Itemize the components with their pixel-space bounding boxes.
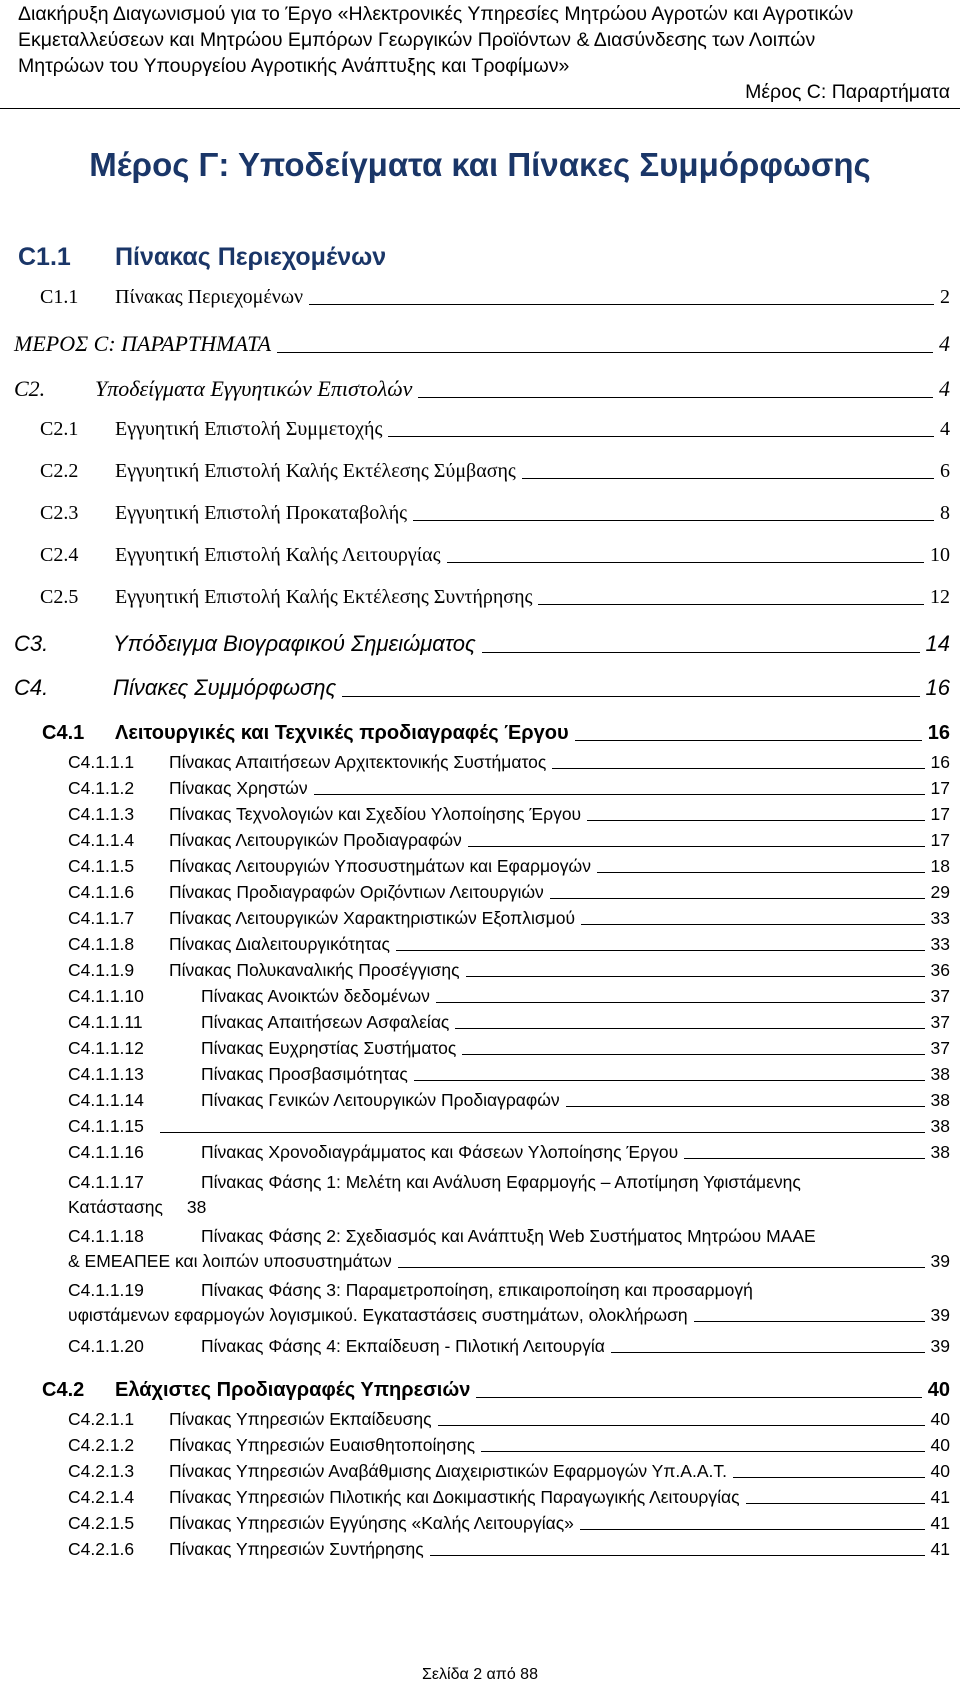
toc-entry-number: C4.1.1.10 <box>68 986 144 1006</box>
toc-entry-text: Πίνακας Προδιαγραφών Οριζόντιων Λειτουργιών <box>169 882 544 902</box>
toc-entry[interactable] <box>0 286 960 309</box>
toc-entry[interactable] <box>0 1012 960 1033</box>
toc-entry[interactable] <box>0 934 960 955</box>
toc-entry-number: C2.4 <box>40 544 79 566</box>
toc-entry-number: C4.1.1.7 <box>68 908 135 928</box>
toc-entry[interactable] <box>0 1379 960 1402</box>
toc-entry[interactable] <box>0 331 960 357</box>
toc-entry-number: C2.5 <box>40 586 79 608</box>
toc-entry[interactable] <box>0 1539 960 1560</box>
toc-leader <box>476 1397 921 1398</box>
toc-entry[interactable] <box>0 1142 960 1163</box>
toc-entry-text: Πίνακας Περιεχομένων <box>115 286 304 308</box>
toc-leader <box>733 1477 925 1478</box>
toc-entry[interactable] <box>0 631 960 657</box>
toc-entry[interactable] <box>0 1116 960 1137</box>
toc-entry[interactable] <box>0 1090 960 1111</box>
toc-leader <box>430 1555 925 1556</box>
toc-entry-page: 10 <box>930 544 950 566</box>
toc-leader <box>550 898 925 899</box>
toc-entry-number: C4.1.1.14 <box>68 1090 144 1110</box>
toc-entry-text: Εγγυητική Επιστολή Καλής Λειτουργίας <box>115 544 441 566</box>
page-footer: Σελίδα 2 από 88 <box>422 1666 538 1683</box>
toc-entry-text: Πίνακας Λειτουργιών Υποσυστημάτων και Εφαρμογών <box>169 856 591 876</box>
toc-entry-number: C4.1.1.3 <box>68 804 135 824</box>
toc-entry[interactable] <box>0 1513 960 1534</box>
toc-entry-number: C4.1.1.13 <box>68 1064 144 1084</box>
toc-leader <box>277 352 933 353</box>
toc-entry-page: 18 <box>930 856 950 876</box>
header-divider <box>0 108 960 109</box>
toc-entry-number: C4.1.1.17 <box>68 1172 144 1192</box>
toc-entry-text: Πίνακας Φάσης 2: Σχεδιασμός και Ανάπτυξη Web Συστήματος Μητρώου ΜΑΑΕ <box>201 1226 816 1246</box>
toc-entry-number: C4.1.1.5 <box>68 856 135 876</box>
toc-entry-text: Πίνακας Φάσης 1: Μελέτη και Ανάλυση Εφαρμογής – Αποτίμηση Υφιστάμενης <box>201 1172 801 1192</box>
toc-entry-number: C4.1.1.8 <box>68 934 135 954</box>
toc-entry-page: 17 <box>930 804 950 824</box>
toc-entry-number: C3. <box>14 631 49 656</box>
toc-entry-text: Πίνακας Φάσης 4: Εκπαίδευση - Πιλοτική Λειτουργία <box>201 1336 605 1356</box>
toc-entry-number: C4.2.1.5 <box>68 1513 135 1533</box>
toc-leader <box>580 1529 925 1530</box>
toc-entry-page: 40 <box>930 1461 950 1481</box>
toc-leader <box>746 1503 925 1504</box>
toc-entry-text: Πίνακας Λειτουργικών Προδιαγραφών <box>169 830 462 850</box>
toc-leader <box>468 846 925 847</box>
toc-entry-text: Εγγυητική Επιστολή Συμμετοχής <box>115 418 383 440</box>
toc-entry-page: 16 <box>927 722 950 744</box>
toc-entry-text: Εγγυητική Επιστολή Προκαταβολής <box>115 502 408 524</box>
toc-entry[interactable] <box>0 675 960 701</box>
toc-entry-page: 2 <box>940 286 950 308</box>
toc-leader <box>388 436 934 437</box>
toc-entry-page: 6 <box>940 460 950 482</box>
toc-entry-number: C2.3 <box>40 502 79 524</box>
toc-entry-text: Εγγυητική Επιστολή Καλής Εκτέλεσης Σύμβασης <box>115 460 516 482</box>
toc-entry-page: 12 <box>930 586 950 608</box>
toc-leader <box>482 652 920 653</box>
toc-entry-page: 29 <box>930 882 950 902</box>
toc-leader <box>684 1158 924 1159</box>
toc-entry-number: C4.1 <box>42 722 85 744</box>
toc-entry-number: C4.1.1.15 <box>68 1116 144 1136</box>
toc-entry-text-continued: & ΕΜΕΑΠΕΕ και λοιπών υποσυστημάτων <box>68 1251 392 1271</box>
toc-entry-page: 17 <box>930 830 950 850</box>
toc-leader <box>694 1321 925 1322</box>
toc-leader <box>552 768 924 769</box>
toc-entry-number: C4.1.1.12 <box>68 1038 144 1058</box>
toc-entry-page: 41 <box>930 1487 950 1507</box>
toc-entry-number: C4.1.1.9 <box>68 960 135 980</box>
toc-entry-text: Εγγυητική Επιστολή Καλής Εκτέλεσης Συντήρησης <box>115 586 533 608</box>
toc-entry-number: C4.1.1.1 <box>68 752 135 772</box>
toc-entry[interactable] <box>0 1064 960 1085</box>
toc-entry-page: 36 <box>930 960 950 980</box>
toc-entry-page: 38 <box>930 1064 950 1084</box>
toc-entry-page: 41 <box>930 1513 950 1533</box>
toc-leader <box>575 740 922 741</box>
toc-entry[interactable] <box>68 1280 950 1326</box>
toc-entry[interactable] <box>0 752 960 773</box>
toc-entry-page: 38 <box>930 1116 950 1136</box>
toc-entry-page: 4 <box>939 331 950 356</box>
toc-leader <box>481 1451 924 1452</box>
toc-entry-text: Πίνακας Απαιτήσεων Αρχιτεκτονικής Συστήματος <box>169 752 547 772</box>
toc-leader <box>447 562 925 563</box>
toc-entry[interactable] <box>0 830 960 851</box>
toc-leader <box>414 1080 925 1081</box>
toc-leader <box>438 1425 925 1426</box>
toc-entry[interactable] <box>0 856 960 877</box>
toc-leader <box>160 1132 925 1133</box>
toc-entry-page: 8 <box>940 502 950 524</box>
toc-leader <box>611 1352 925 1353</box>
header-line-2: Εκμεταλλεύσεων και Μητρώου Εμπόρων Γεωργικών Προϊόντων & Διασύνδεσης των Λοιπών <box>18 29 816 51</box>
toc-entry-page: 17 <box>930 778 950 798</box>
toc-entry-text: Πίνακας Υπηρεσιών Εγγύησης «Καλής Λειτουργίας» <box>169 1513 574 1533</box>
toc-leader <box>566 1106 925 1107</box>
toc-leader <box>342 696 919 697</box>
toc-entry-text: Πίνακας Χρηστών <box>169 778 308 798</box>
toc-entry-page: 37 <box>930 1012 950 1032</box>
toc-entry-page: 40 <box>930 1435 950 1455</box>
toc-entry-page: 40 <box>930 1409 950 1429</box>
toc-entry-number: C4.2.1.4 <box>68 1487 135 1507</box>
toc-entry[interactable] <box>0 804 960 825</box>
toc-entry-page: 14 <box>925 631 950 656</box>
toc-entry[interactable] <box>68 1172 950 1218</box>
toc-entry[interactable] <box>0 908 960 929</box>
toc-entry-number: C2. <box>14 376 46 401</box>
toc-entry-text: Πίνακας Φάσης 3: Παραμετροποίηση, επικαιροποίηση και προσαρμογή <box>201 1280 753 1300</box>
toc-entry-text: Πίνακας Λειτουργικών Χαρακτηριστικών Εξοπλισμού <box>169 908 576 928</box>
toc-entry-page: 33 <box>930 934 950 954</box>
toc-leader <box>538 604 924 605</box>
toc-entry-text: Πίνακας Υπηρεσιών Πιλοτικής και Δοκιμαστικής Παραγωγικής Λειτουργίας <box>169 1487 740 1507</box>
toc-entry-number: C4.1.1.11 <box>68 1012 143 1032</box>
toc-entry-text: Πίνακας Ανοικτών δεδομένων <box>201 986 430 1006</box>
toc-entry-page: 37 <box>930 986 950 1006</box>
toc-entry[interactable] <box>68 1226 950 1272</box>
toc-entry-page: 4 <box>939 376 950 401</box>
toc-leader <box>309 304 934 305</box>
toc-entry-text: ΜΕΡΟΣ C: ΠΑΡΑΡΤΗΜΑΤΑ <box>14 331 272 356</box>
toc-entry-number: C4.1.1.18 <box>68 1226 144 1246</box>
toc-entry-page: 38 <box>186 1197 207 1217</box>
toc-entry[interactable] <box>0 778 960 799</box>
toc-entry-text: Λειτουργικές και Τεχνικές προδιαγραφές Έργου <box>115 722 569 744</box>
section-label: Πίνακας Περιεχομένων <box>115 243 387 271</box>
toc-entry-text: Υπόδειγμα Βιογραφικού Σημειώματος <box>113 631 476 656</box>
toc-entry-number: C4.1.1.6 <box>68 882 135 902</box>
toc-entry-text: Πίνακας Υπηρεσιών Αναβάθμισης Διαχειριστικών Εφαρμογών Υπ.Α.Α.Τ. <box>169 1461 727 1481</box>
toc-leader <box>436 1002 925 1003</box>
toc-entry-number: C2.2 <box>40 460 79 482</box>
toc-entry-text: Πίνακες Συμμόρφωσης <box>113 675 337 700</box>
toc-entry-text: Πίνακας Προσβασιμότητας <box>201 1064 408 1084</box>
toc-entry[interactable] <box>0 1336 960 1357</box>
toc-leader <box>597 872 925 873</box>
toc-leader <box>587 820 924 821</box>
toc-entry-page: 40 <box>927 1379 950 1401</box>
toc-entry-page: 16 <box>930 752 950 772</box>
toc-entry-text: Πίνακας Τεχνολογιών και Σχεδίου Υλοποίησης Έργου <box>169 804 582 824</box>
toc-entry-text: Πίνακας Πολυκαναλικής Προσέγγισης <box>169 960 460 980</box>
toc-entry-text: Πίνακας Υπηρεσιών Ευαισθητοποίησης <box>169 1435 476 1455</box>
toc-leader <box>314 794 925 795</box>
toc-entry[interactable] <box>0 376 960 402</box>
toc-entry[interactable] <box>0 460 960 483</box>
toc-entry-number: C4.2.1.3 <box>68 1461 135 1481</box>
toc-entry-number: C1.1 <box>40 286 79 308</box>
toc-entry-text: Πίνακας Γενικών Λειτουργικών Προδιαγραφών <box>201 1090 560 1110</box>
toc-entry-number: C4.1.1.20 <box>68 1336 144 1356</box>
toc-entry-page: 41 <box>930 1539 950 1559</box>
section-number: C1.1 <box>18 243 71 271</box>
toc-leader <box>522 478 934 479</box>
toc-entry-number: C4. <box>14 675 49 700</box>
toc-entry-page: 38 <box>930 1090 950 1110</box>
section-heading <box>18 243 386 272</box>
toc-entry-number: C4.2.1.6 <box>68 1539 135 1559</box>
toc-leader <box>398 1267 925 1268</box>
toc-entry[interactable] <box>0 1435 960 1456</box>
toc-leader <box>466 976 925 977</box>
toc-entry[interactable] <box>0 1038 960 1059</box>
toc-leader <box>418 397 933 398</box>
toc-entry-text: Πίνακας Ευχρηστίας Συστήματος <box>201 1038 457 1058</box>
toc-entry-page: 16 <box>925 675 950 700</box>
toc-entry[interactable] <box>0 960 960 981</box>
toc-entry-text: Πίνακας Απαιτήσεων Ασφαλείας <box>201 1012 450 1032</box>
toc-entry-text: Πίνακας Υπηρεσιών Εκπαίδευσης <box>169 1409 432 1429</box>
toc-entry-number: C4.1.1.2 <box>68 778 135 798</box>
toc-entry[interactable] <box>0 722 960 745</box>
toc-entry-number: C4.1.1.19 <box>68 1280 144 1300</box>
toc-entry-number: C4.1.1.16 <box>68 1142 144 1162</box>
toc-entry[interactable] <box>0 1461 960 1482</box>
toc-entry-text: Πίνακας Διαλειτουργικότητας <box>169 934 390 954</box>
toc-entry-text-continued: υφιστάμενων εφαρμογών λογισμικού. Εγκαταστάσεις συστημάτων, ολοκλήρωση <box>68 1305 688 1325</box>
toc-entry-number: C2.1 <box>40 418 79 440</box>
toc-entry-page: 38 <box>930 1142 950 1162</box>
header-line-3: Μητρώων του Υπουργείου Αγροτικής Ανάπτυξης και Τροφίμων» <box>18 55 570 77</box>
header-part: Μέρος C: Παραρτήματα <box>745 81 950 103</box>
toc-leader <box>413 520 934 521</box>
toc-entry[interactable] <box>0 502 960 525</box>
toc-leader <box>581 924 924 925</box>
toc-leader <box>462 1054 924 1055</box>
toc-entry-page: 39 <box>930 1305 950 1325</box>
toc-leader <box>396 950 925 951</box>
toc-entry-number: C4.1.1.4 <box>68 830 135 850</box>
toc-entry-number: C4.2.1.2 <box>68 1435 135 1455</box>
toc-entry[interactable] <box>0 882 960 903</box>
toc-entry[interactable] <box>0 986 960 1007</box>
toc-entry-number: C4.2 <box>42 1379 85 1401</box>
toc-entry-page: 33 <box>930 908 950 928</box>
toc-entry[interactable] <box>0 586 960 609</box>
toc-entry-page: 4 <box>940 418 950 440</box>
page-title: Μέρος Γ: Υποδείγματα και Πίνακες Συμμόρφωσης <box>89 146 871 183</box>
toc-entry-text: Πίνακας Υπηρεσιών Συντήρησης <box>169 1539 424 1559</box>
toc-entry[interactable] <box>0 418 960 441</box>
toc-entry-text-continued: Κατάστασης <box>68 1197 163 1217</box>
toc-entry[interactable] <box>0 1487 960 1508</box>
toc-entry-page: 39 <box>930 1336 950 1356</box>
toc-entry-text: Πίνακας Χρονοδιαγράμματος και Φάσεων Υλοποίησης Έργου <box>201 1142 679 1162</box>
toc-entry-text: Υποδείγματα Εγγυητικών Επιστολών <box>95 376 413 401</box>
toc-leader <box>455 1028 924 1029</box>
toc-entry[interactable] <box>0 1409 960 1430</box>
toc-entry-number: C4.2.1.1 <box>68 1409 135 1429</box>
toc-entry-text: Ελάχιστες Προδιαγραφές Υπηρεσιών <box>115 1379 471 1401</box>
toc-entry-page: 37 <box>930 1038 950 1058</box>
toc-entry[interactable] <box>0 544 960 567</box>
header-line-1: Διακήρυξη Διαγωνισμού για το Έργο «Ηλεκτρονικές Υπηρεσίες Μητρώου Αγροτών και Αγροτικών <box>18 3 854 25</box>
toc-entry-page: 39 <box>930 1251 950 1271</box>
